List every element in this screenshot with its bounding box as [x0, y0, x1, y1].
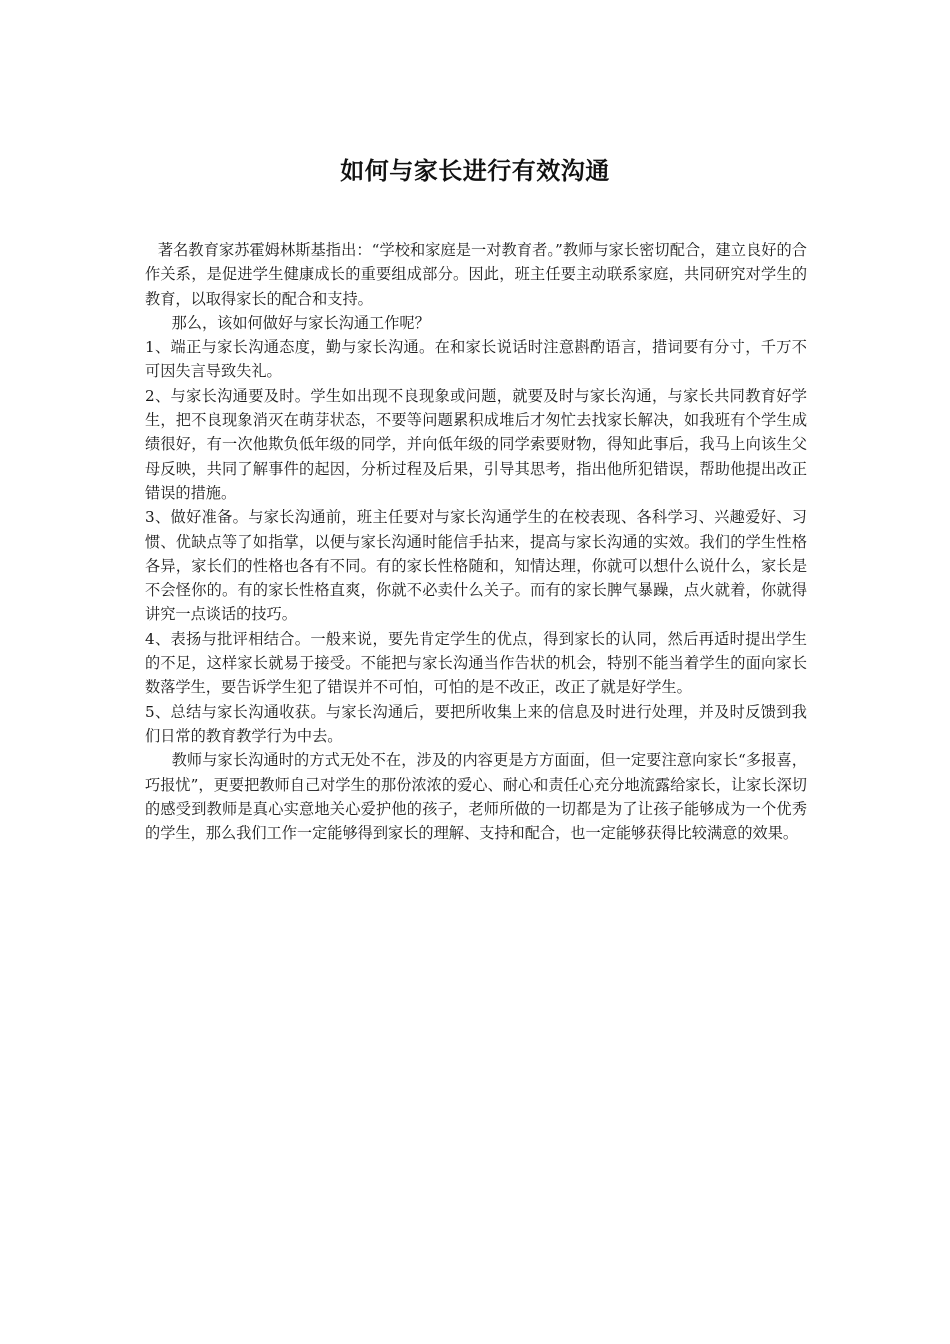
point-2-paragraph: 2、与家长沟通要及时。学生如出现不良现象或问题，就要及时与家长沟通，与家长共同教育好学生，把不良现象消灭在萌芽状态，不要等问题累积成堆后才匆忙去找家长解决，如我班有个学生成绩很好，有一次他欺负低年级的同学，并向低年级的同学索要财物，得知此事后，我马上向该生父母反映，共同了解事件的起因，分析过程及后果，引导其思考，指出他所犯错误，帮助他提出改正错误的措施。	[145, 386, 807, 502]
point-1-paragraph: 1、端正与家长沟通态度，勤与家长沟通。在和家长说话时注意斟酌语言，措词要有分寸，千万不可因失言导致失礼。	[145, 338, 807, 381]
conclusion-paragraph: 教师与家长沟通时的方式无处不在，涉及的内容更是方方面面，但一定要注意向家长“多报喜，巧报忧”，更要把教师自己对学生的那份浓浓的爱心、耐心和责任心充分地流露给家长，让家长深切的感受到教师是真心实意地关心爱护他的孩子，老师所做的一切都是为了让孩子能够成为一个优秀的学生，那么我们工作一定能够得到家长的理解、支持和配合，也一定能够获得比较满意的效果。	[145, 751, 807, 843]
document-title: 如何与家长进行有效沟通	[340, 157, 610, 185]
question-paragraph: 那么，该如何做好与家长沟通工作呢？	[171, 313, 430, 332]
point-3-paragraph: 3、做好准备。与家长沟通前，班主任要对与家长沟通学生的在校表现、各科学习、兴趣爱好、习惯、优缺点等了如指掌，以便与家长沟通时能信手拈来，提高与家长沟通的实效。我们的学生性格各异，家长们的性格也各有不同。有的家长性格随和，知情达理，你就可以想什么说什么，家长是不会怪你的。有的家长性格直爽，你就不必卖什么关子。而有的家长脾气暴躁，点火就着，你就得讲究一点谈话的技巧。	[145, 508, 807, 624]
document-body	[145, 238, 807, 845]
intro-paragraph: 著名教育家苏霍姆林斯基指出：“学校和家庭是一对教育者。”教师与家长密切配合，建立良好的合作关系，是促进学生健康成长的重要组成部分。因此，班主任要主动联系家庭，共同研究对学生的教育，以取得家长的配合和支持。	[145, 241, 807, 308]
point-4-paragraph: 4、表扬与批评相结合。一般来说，要先肯定学生的优点，得到家长的认同，然后再适时提出学生的不足，这样家长就易于接受。不能把与家长沟通当作告状的机会，特别不能当着学生的面向家长数落学生，要告诉学生犯了错误并不可怕，可怕的是不改正，改正了就是好学生。	[145, 629, 807, 697]
point-5-paragraph: 5、总结与家长沟通收获。与家长沟通后，要把所收集上来的信息及时进行处理，并及时反馈到我们日常的教育教学行为中去。	[145, 702, 807, 745]
